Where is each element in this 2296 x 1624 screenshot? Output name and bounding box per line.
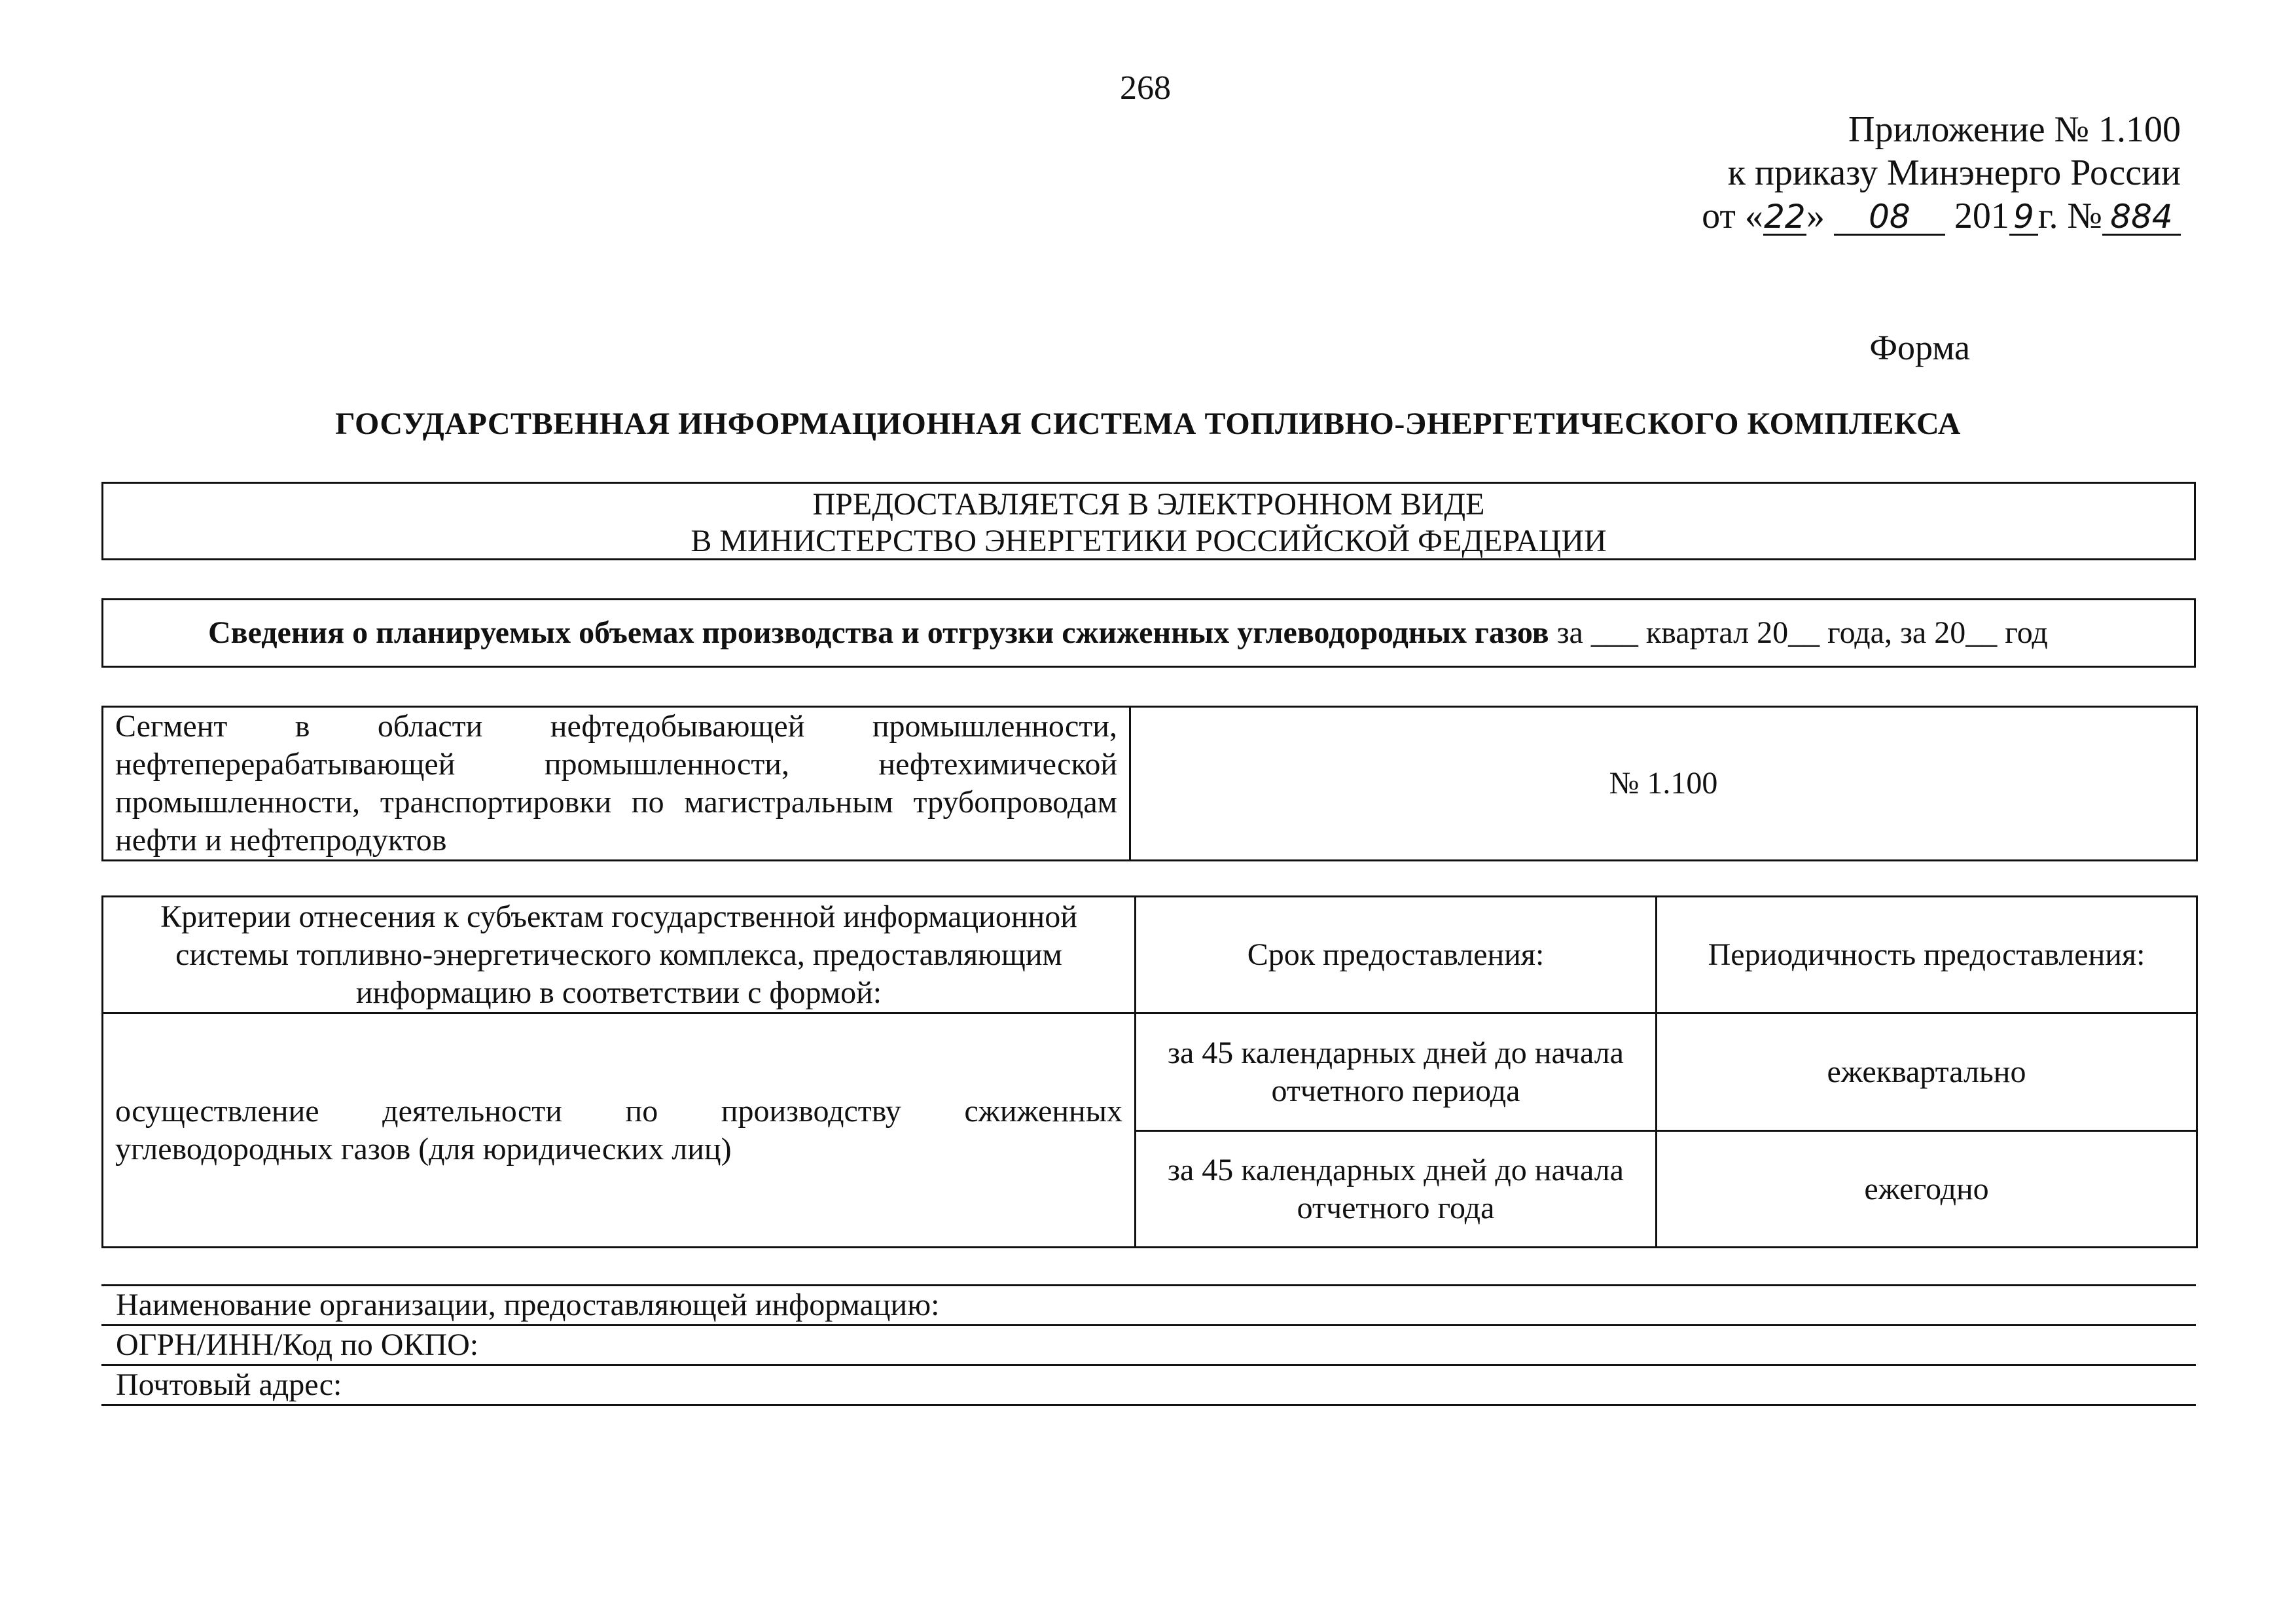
appendix-header — [1702, 108, 2181, 238]
submission-box — [101, 482, 2196, 560]
submission-line-1: ПРЕДОСТАВЛЯЕТСЯ В ЭЛЕКТРОННОМ ВИДЕ — [812, 487, 1485, 522]
handwritten-month: 08 — [1834, 200, 1945, 236]
frequency-yearly: ежегодно — [1657, 1131, 2197, 1248]
header-frequency: Периодичность предоставления: — [1657, 897, 2197, 1013]
form-label: Форма — [1869, 328, 1970, 367]
header-deadline: Срок предоставления: — [1136, 897, 1657, 1013]
info-title-box — [101, 598, 2196, 668]
segment-description: Сегмент в области нефтедобывающей промышленности, нефтеперерабатывающей промышленности, нефтехимической промышленности, транспортировки по магистральным трубопроводам нефти и нефтепродуктов — [103, 707, 1130, 861]
appendix-date-line — [1702, 194, 2181, 238]
submission-line-2: В МИНИСТЕРСТВО ЭНЕРГЕТИКИ РОССИЙСКОЙ ФЕДЕРАЦИИ — [691, 524, 1607, 558]
criteria-header-row — [103, 897, 2197, 1013]
table-row — [103, 1013, 2197, 1131]
info-title-period: за ___ квартал 20__ года, за 20__ год — [1556, 615, 2048, 650]
deadline-yearly: за 45 календарных дней до начала отчетного года — [1136, 1131, 1657, 1248]
info-title-bold: Сведения о планируемых объемах производства и отгрузки сжиженных углеводородных газов — [208, 615, 1549, 650]
org-ids-field: ОГРН/ИНН/Код по ОКПО: — [101, 1324, 2196, 1364]
handwritten-year-digit: 9 — [2009, 200, 2038, 236]
header-criteria: Критерии отнесения к субъектам государственной информационной системы топливно-энергетического комплекса, предоставляющим информацию в соответствии с формой: — [103, 897, 1136, 1013]
frequency-quarterly: ежеквартально — [1657, 1013, 2197, 1131]
date-prefix: от « — [1702, 196, 1763, 236]
appendix-order-ref: к приказу Минэнерго России — [1727, 153, 2181, 193]
quote-close: » — [1806, 196, 1825, 236]
handwritten-day: 22 — [1764, 198, 1806, 236]
segment-form-number: № 1.100 — [1130, 707, 2197, 861]
deadline-quarterly: за 45 календарных дней до начала отчетного периода — [1136, 1013, 1657, 1131]
page-number: 268 — [1120, 69, 1171, 107]
segment-table — [101, 706, 2198, 861]
postal-address-field: Почтовый адрес: — [101, 1364, 2196, 1406]
criteria-table — [101, 895, 2198, 1248]
criterion-cell: осуществление деятельности по производству сжиженных углеводородных газов (для юридических лиц) — [103, 1013, 1136, 1248]
main-title: ГОСУДАРСТВЕННАЯ ИНФОРМАЦИОННАЯ СИСТЕМА ТОПЛИВНО-ЭНЕРГЕТИЧЕСКОГО КОМПЛЕКСА — [335, 406, 1961, 441]
order-number-label: г. № — [2037, 196, 2102, 236]
org-name-field: Наименование организации, предоставляющей информацию: — [101, 1284, 2196, 1324]
organization-fields — [101, 1284, 2196, 1406]
appendix-number: Приложение № 1.100 — [1848, 109, 2181, 150]
handwritten-order-number: 884 — [2102, 200, 2181, 236]
year-prefix: 201 — [1954, 196, 2009, 236]
